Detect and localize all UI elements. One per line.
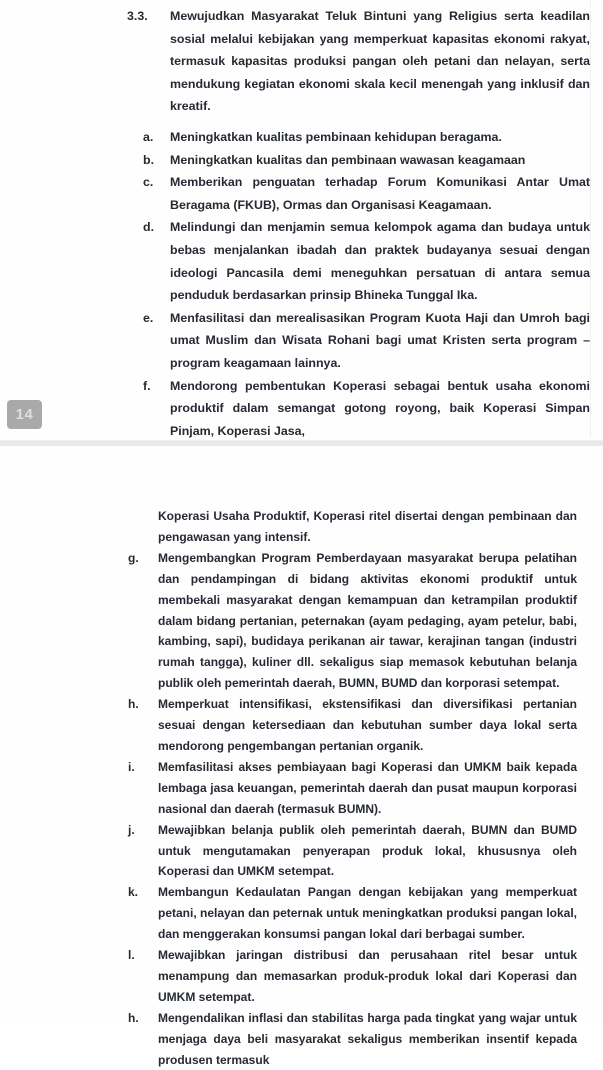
- list-item-label: h.: [128, 1010, 139, 1025]
- list-item-text: Mengendalikan inflasi dan stabilitas harga pada tingkat yang wajar untuk menjaga daya beli masyarakat sekaligus memberikan insentif kepada produsen termasuk: [158, 1010, 577, 1067]
- list-item: [143, 375, 590, 443]
- list-item: [143, 307, 590, 375]
- list-item-label: b.: [143, 152, 155, 167]
- section-heading-3-3: [127, 5, 590, 118]
- list-item: [128, 882, 577, 945]
- list-item-text: Meningkatkan kualitas dan pembinaan wawasan keagamaan: [170, 152, 526, 167]
- list-item-text: Mengembangkan Program Pemberdayaan masyarakat berupa pelatihan dan pendampingan di bidang aktivitas ekonomi produktif untuk membekali masyarakat dengan kemampuan dan ketrampilan produktif dalam bidang pertanian, peternakan (ayam pedaging, ayam petelur, babi, kambing, sapi), budidaya perikanan air tawar, kerajinan tangan (industri rumah tangga), kuliner dll. sekaligus siap memasok kebutuhan belanja publik oleh pemerintah daerah, BUMN, BUMD dan korporasi setempat.: [158, 550, 577, 691]
- list-item: [128, 820, 577, 883]
- list-item: [128, 945, 577, 1008]
- list-item: [128, 694, 577, 757]
- section-number: 3.3.: [127, 9, 148, 23]
- list-item: [143, 149, 590, 172]
- list-item: [128, 757, 577, 820]
- list-item-text: Meningkatkan kualitas pembinaan kehidupan beragama.: [170, 129, 502, 144]
- list-item-label: i.: [128, 759, 135, 774]
- page-number-badge: 14: [7, 400, 42, 429]
- list-item-text: Mendorong pembentukan Koperasi sebagai bentuk usaha ekonomi produktif dalam semangat gotong royong, baik Koperasi Simpan Pinjam, Koperasi Jasa,: [170, 378, 590, 438]
- list-item-text: Mewajibkan jaringan distribusi dan perusahaan ritel besar untuk menampung dan memasarkan produk-produk lokal dari Koperasi dan UMKM setempat.: [158, 948, 577, 1004]
- list-item-label: l.: [128, 948, 135, 963]
- lettered-list-page2: [128, 548, 577, 1070]
- list-item-label: f.: [143, 378, 151, 393]
- list-item: [128, 1008, 577, 1070]
- page-edge-artifact: [590, 0, 591, 438]
- document-page-next: [0, 446, 603, 1067]
- list-item-text: Memperkuat intensifikasi, ekstensifikasi dan diversifikasi pertanian sesuai dengan ketersediaan dan kebutuhan sumber daya lokal serta mendorong pengembangan pertanian organik.: [158, 697, 577, 753]
- list-item-label: h.: [128, 697, 139, 712]
- document-page-current: [0, 0, 603, 440]
- list-item-text: Melindungi dan menjamin semua kelompok agama dan budaya untuk bebas menjalankan ibadah dan praktek budayanya sesuai dengan ideologi Pancasila demi meneguhkan persatuan di antara semua penduduk berdasarkan prinsip Bhineka Tunggal Ika.: [170, 220, 590, 303]
- list-item-text: Mewajibkan belanja publik oleh pemerintah daerah, BUMN dan BUMD untuk mengutamakan penyerapan produk lokal, khususnya oleh Koperasi dan UMKM setempat.: [158, 822, 577, 879]
- list-item-label: a.: [143, 129, 154, 144]
- list-item: [143, 171, 590, 216]
- continuation-paragraph: Koperasi Usaha Produktif, Koperasi ritel disertai dengan pembinaan dan pengawasan yang intensif.: [158, 509, 577, 544]
- list-item-label: k.: [128, 885, 139, 900]
- lettered-list-page1: [127, 126, 590, 442]
- list-item-label: j.: [128, 822, 135, 837]
- list-item: [143, 126, 590, 149]
- list-item-text: Memberikan penguatan terhadap Forum Komunikasi Antar Umat Beragama (FKUB), Ormas dan Organisasi Keagamaan.: [170, 175, 590, 212]
- list-item-label: c.: [143, 175, 154, 190]
- list-item-text: Menfasilitasi dan merealisasikan Program Kuota Haji dan Umroh bagi umat Muslim dan Wisata Rohani bagi umat Kristen serta program – program keagamaan lainnya.: [170, 310, 590, 370]
- list-item-text: Membangun Kedaulatan Pangan dengan kebijakan yang memperkuat petani, nelayan dan peternak untuk meningkatkan produksi pangan lokal, dan menggerakan konsumsi pangan lokal dari berbagai sumber.: [158, 885, 577, 942]
- list-item: [143, 216, 590, 306]
- list-item-text: Memfasilitasi akses pembiayaan bagi Koperasi dan UMKM baik kepada lembaga jasa keuangan, pemerintah daerah dan pusat maupun korporasi nasional dan daerah (termasuk BUMN).: [158, 759, 577, 816]
- list-item-label: e.: [143, 310, 154, 325]
- section-text: Mewujudkan Masyarakat Teluk Bintuni yang Religius serta keadilan sosial melalui kebijakan yang memperkuat kapasitas ekonomi rakyat, termasuk kapasitas produksi pangan oleh petani dan nelayan, serta mendukung kegiatan ekonomi skala kecil menengah yang inklusif dan kreatif.: [170, 9, 590, 114]
- list-item: [128, 548, 577, 694]
- list-item-label: d.: [143, 220, 155, 235]
- list-item-label: g.: [128, 550, 139, 565]
